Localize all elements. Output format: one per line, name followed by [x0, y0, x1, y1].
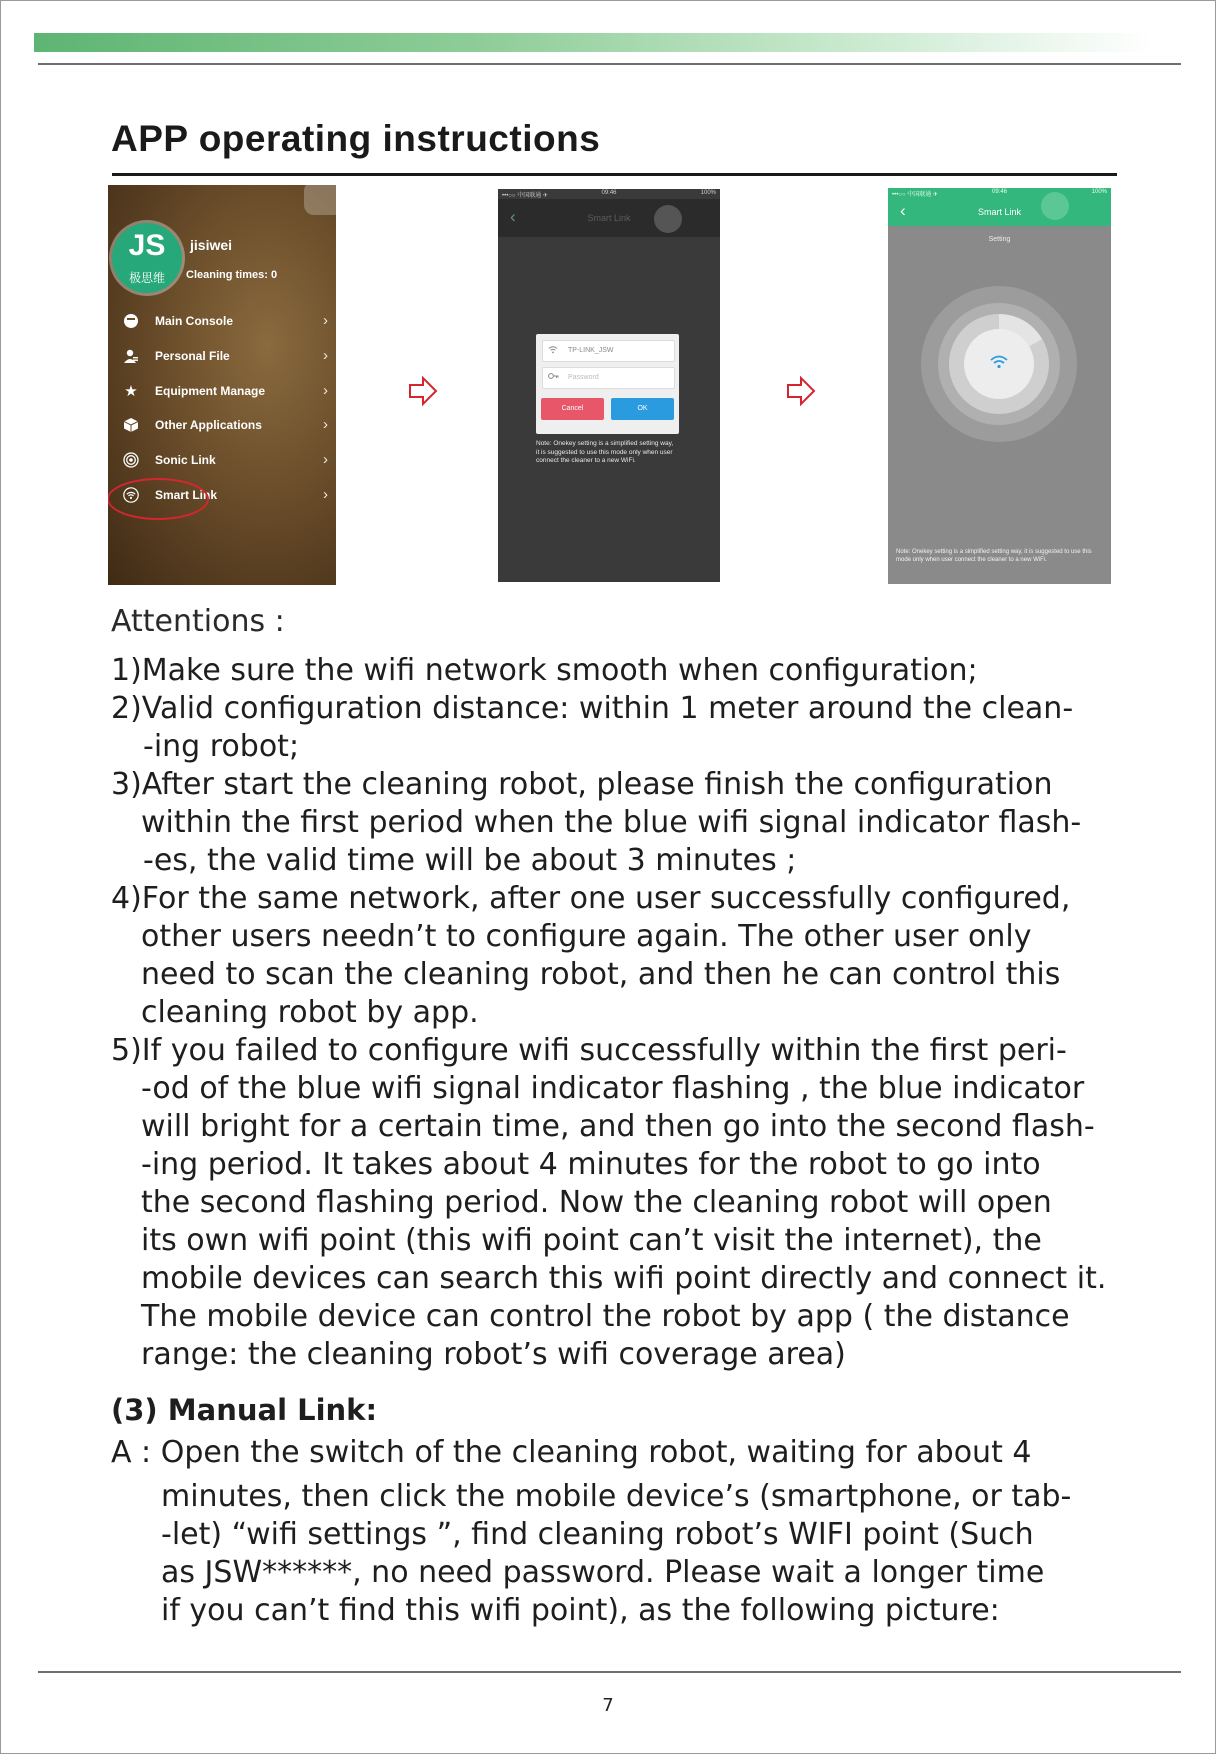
attention-line: -es, the valid time will be about 3 minutes ; — [143, 843, 797, 878]
cleaning-times: Cleaning times: 0 — [186, 269, 278, 281]
attention-line: 2)Valid configuration distance: within 1 meter around the clean- — [111, 691, 1074, 726]
footer-rule — [38, 1671, 1181, 1673]
carrier-label: •••○○ 中国联通 ✈ — [892, 192, 938, 198]
ok-button[interactable]: OK — [611, 398, 674, 420]
nav-bar — [498, 199, 720, 237]
manual-step-line: as JSW******, no need password. Please wait a longer time — [161, 1555, 1045, 1590]
chevron-right-icon: › — [323, 382, 328, 399]
menu-item-main-console[interactable] — [108, 307, 336, 337]
chevron-right-icon: › — [323, 347, 328, 364]
attentions-heading: Attentions : — [111, 604, 285, 639]
battery-label: 100% — [1091, 189, 1107, 195]
status-bar — [888, 188, 1111, 198]
star-icon: ★ — [124, 383, 138, 400]
chevron-right-icon: › — [323, 451, 328, 468]
attention-line: other users needn’t to configure again. The other user only — [141, 919, 1032, 954]
attention-line: need to scan the cleaning robot, and then he can control this — [141, 957, 1061, 992]
arrow-right-icon — [408, 375, 438, 407]
menu-item-label: Main Console — [155, 314, 234, 328]
attention-line: the second flashing period. Now the cleaning robot will open — [141, 1185, 1052, 1220]
attention-line: its own wifi point (this wifi point can’t visit the internet), the — [141, 1223, 1042, 1258]
nav-title: Smart Link — [977, 207, 1021, 217]
wifi-icon — [990, 354, 1008, 370]
wifi-dialog — [536, 334, 679, 434]
app-logo — [112, 223, 182, 293]
menu-item-other-applications[interactable] — [108, 411, 336, 441]
attention-line: 1)Make sure the wifi network smooth when configuration; — [111, 653, 978, 688]
page-number: 7 — [602, 1695, 614, 1716]
menu-item-label: Smart Link — [155, 488, 218, 502]
password-field[interactable] — [542, 367, 675, 389]
attention-line: will bright for a certain time, and then go into the second flash- — [141, 1109, 1095, 1144]
title-underline — [112, 173, 1117, 176]
password-placeholder: Password — [568, 374, 599, 381]
attention-line: 4)For the same network, after one user successfully configured, — [111, 881, 1071, 916]
menu-item-sonic-link[interactable] — [108, 446, 336, 476]
sonic-icon — [122, 452, 140, 470]
chevron-right-icon: › — [323, 416, 328, 433]
username: jisiwei — [190, 237, 233, 253]
carrier-label: •••○○ 中国联通 ✈ — [502, 193, 548, 199]
search-screenshot — [888, 188, 1111, 584]
manual-step-line: if you can’t find this wifi point), as the following picture: — [161, 1593, 1000, 1628]
cancel-button[interactable]: Cancel — [541, 398, 604, 420]
page-title: APP operating instructions — [111, 118, 601, 159]
chevron-right-icon: › — [323, 312, 328, 329]
ssid-field[interactable] — [542, 340, 675, 362]
ssid-value: TP-LINK_JSW — [568, 347, 614, 354]
attention-line: 3)After start the cleaning robot, please finish the configuration — [111, 767, 1053, 802]
wifi-icon — [548, 345, 558, 356]
menu-item-equipment-manage[interactable] — [108, 377, 336, 407]
status-bar — [498, 189, 720, 199]
attention-line: within the first period when the blue wifi signal indicator flash- — [141, 805, 1082, 840]
manual-link-heading: (3) Manual Link: — [111, 1393, 378, 1427]
menu-corner-button — [304, 185, 336, 215]
header-gradient-bar — [34, 33, 1154, 52]
arrow-right-icon — [786, 375, 816, 407]
attention-line: -ing period. It takes about 4 minutes for the robot to go into — [141, 1147, 1041, 1182]
key-icon — [548, 372, 559, 382]
logo-mark: JS — [128, 229, 166, 262]
attention-line: 5)If you failed to configure wifi successfully within the first peri- — [111, 1033, 1067, 1068]
menu-item-personal-file[interactable] — [108, 342, 336, 372]
menu-item-label: Other Applications — [155, 418, 262, 432]
dialog-note: Note: Onekey setting is a simplified setting way, it is suggested to use this mode only when user connect the cleaner to a new WiFi. — [536, 440, 674, 465]
menu-screenshot — [108, 185, 336, 585]
person-icon — [122, 348, 140, 366]
attention-line: -od of the blue wifi signal indicator flashing , the blue indicator — [141, 1071, 1085, 1106]
smart-link-highlight-ring — [108, 478, 209, 520]
attention-line: mobile devices can search this wifi point directly and connect it. — [141, 1261, 1107, 1296]
menu-item-label: Equipment Manage — [155, 384, 266, 398]
attention-line: range: the cleaning robot’s wifi coverage area) — [141, 1337, 846, 1372]
battery-label: 100% — [700, 190, 716, 196]
nav-title: Smart Link — [587, 213, 631, 223]
nav-bar — [888, 198, 1111, 226]
header-rule — [38, 63, 1181, 65]
menu-item-label: Personal File — [155, 349, 230, 363]
status-time: 09:46 — [601, 190, 617, 196]
manual-step-line: minutes, then click the mobile device’s (smartphone, or tab- — [161, 1479, 1072, 1514]
floating-button[interactable] — [1041, 192, 1069, 220]
attention-line: cleaning robot by app. — [141, 995, 479, 1030]
search-note: Note: Onekey setting is a simplified setting way, it is suggested to use this mode only when user connect the cleaner to a new WiFi. — [896, 549, 1092, 563]
floating-button[interactable] — [654, 205, 682, 233]
back-arrow-icon[interactable]: ‹ — [900, 201, 906, 220]
attention-line: -ing robot; — [143, 729, 300, 764]
menu-item-label: Sonic Link — [155, 453, 216, 467]
status-time: 09:46 — [991, 189, 1007, 195]
setting-label: Setting — [988, 236, 1011, 243]
manual-step-line: -let) “wifi settings ”, find cleaning robot’s WIFI point (Such — [161, 1517, 1034, 1552]
back-arrow-icon[interactable]: ‹ — [510, 207, 516, 226]
console-icon — [122, 313, 140, 331]
cube-icon — [122, 417, 140, 435]
chevron-right-icon: › — [323, 486, 328, 503]
manual-step-line: A : Open the switch of the cleaning robot, waiting for about 4 — [111, 1435, 1032, 1470]
dialog-screenshot — [498, 189, 720, 582]
attention-line: The mobile device can control the robot by app ( the distance — [141, 1299, 1070, 1334]
logo-text: 极思维 — [128, 271, 165, 285]
